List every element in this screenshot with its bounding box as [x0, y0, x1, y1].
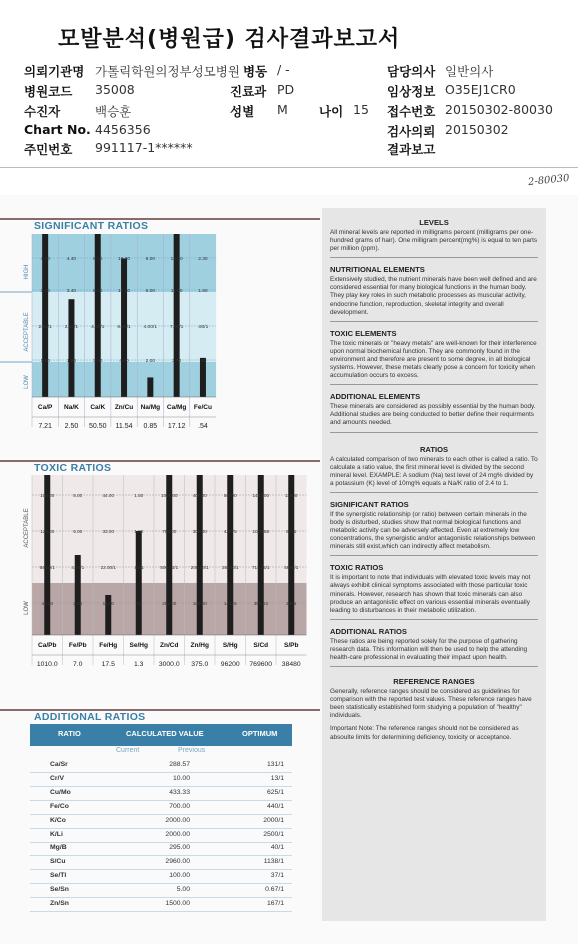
resident-label: 주민번호	[24, 142, 73, 157]
category-label: S/Pb	[284, 642, 299, 649]
additional-elements-text: These minerals are considered as possibly essential by the human body. Additional studies are being conducted to better define their requirments and amounts needed.	[330, 403, 536, 427]
category-label: Se/Hg	[129, 642, 148, 649]
scale-label: 2845	[286, 601, 297, 606]
scale-label: 8.00	[73, 493, 83, 498]
ratio-cell: Mg/B	[50, 844, 67, 852]
value-label: 0.85	[143, 423, 158, 430]
scale-label: 6.00	[73, 529, 83, 534]
receipt-value: 20150302-80030	[445, 102, 553, 117]
age-label: 나이	[319, 104, 344, 119]
category-label: S/Hg	[222, 642, 238, 649]
scale-label: 11500	[285, 493, 298, 498]
levels-text: All mineral levels are reported in milligrams percent (milligrams per one-hundred grams of hair). One milligram percent(mg%) is equal to ten parts per million (ppm).	[330, 229, 538, 253]
scale-label: 100.00	[40, 493, 55, 498]
notes-divider	[330, 321, 538, 322]
row-rule	[30, 828, 292, 829]
ratio-cell: Se/Tl	[50, 872, 67, 880]
scale-label: 1.20	[134, 529, 144, 534]
age-value: 15	[353, 102, 369, 117]
scale-label: 1.50	[134, 493, 144, 498]
significant-ratios-chart	[0, 232, 320, 437]
nutritional-text: Extensively studied, the nutrient minerals have been well defined and are considered essential for many biological functions in the human body. They play key roles in such metabolic processes as muscular activity, endocrine function, reproduction, skeletal integrity and overall development.	[330, 276, 537, 316]
bar	[227, 475, 233, 635]
scale-label: 44.00	[102, 493, 114, 498]
scale-label: 33.00	[102, 529, 114, 534]
additional-table-header	[30, 724, 292, 746]
current-value-cell: 1500.00	[165, 900, 190, 907]
request-label: 검사의뢰	[387, 124, 436, 139]
current-value-cell: 433.33	[169, 788, 190, 796]
scale-label: 1.60	[198, 289, 208, 294]
scale-label: 4.00	[40, 257, 50, 262]
toxic-ratios-chart	[0, 473, 320, 685]
report-title: 모발분석(병원급) 검사결과보고서	[58, 27, 401, 52]
ratio-cell: Cu/Mo	[50, 788, 71, 796]
dept-value: PD	[277, 82, 295, 97]
current-value-cell: 288.57	[169, 761, 190, 768]
table-row	[30, 900, 292, 913]
scale-label: 100.00	[192, 601, 207, 606]
scale-label: 1.80	[66, 359, 77, 364]
scale-label: 4.00/1	[143, 325, 158, 330]
value-label: 2.50	[64, 423, 79, 430]
category-label: Fe/Hg	[99, 642, 118, 649]
toxic-ratios-heading: TOXIC RATIOS	[330, 563, 384, 573]
additional-rule	[0, 709, 320, 711]
clinical-label: 임상정보	[387, 84, 436, 99]
value-label: .54	[198, 423, 208, 430]
value-label: 17.12	[167, 423, 186, 430]
row-rule	[30, 869, 292, 870]
scale-label: 3.00	[40, 289, 50, 294]
scale-label: 1000.00	[160, 493, 178, 498]
notes-divider	[330, 432, 538, 433]
value-label: 11.54	[115, 423, 133, 430]
ratio-cell: Fe/Co	[50, 802, 69, 810]
table-row	[30, 886, 292, 899]
ratios-text: A calculated comparison of two minerals to each other is called a ratio. To calculate a ratio value, the first mineral level is divided by the second mineral level. EXAMPLE: A sodium (Na) test level of 24 mg% divided by a potassium (K) level of 10mg% equals a Na/K ratio of 2.4 to 1.	[330, 455, 538, 487]
category-label: Fe/Pb	[68, 642, 87, 649]
scale-label: 5690/1	[284, 565, 299, 570]
ratio-cell: Cr/V	[50, 774, 64, 782]
category-label: Ca/P	[37, 404, 53, 411]
category-label: Zn/Cd	[160, 642, 179, 649]
row-rule	[30, 786, 292, 787]
col-optimum-label: OPTIMUM	[242, 729, 278, 738]
category-label: S/Cd	[253, 642, 269, 649]
hospital-code-label: 병원코드	[24, 84, 73, 99]
bar	[288, 475, 294, 635]
toxic-rule	[0, 460, 320, 462]
col-ratio-label: RATIO	[58, 729, 81, 738]
table-row	[30, 761, 292, 774]
additional-ratios-heading: ADDITIONAL RATIOS	[330, 626, 407, 636]
scale-label: 50000	[223, 493, 237, 498]
axis-label: ACCEPTABLE	[24, 312, 30, 352]
institution-value: 가톨릭학원의정부성모병원	[95, 64, 240, 79]
scale-label: 6.00	[145, 289, 156, 294]
significant-ratios-text: If the synergistic relationship (or ratio) between certain minerals in the body is disturbed, studies show that normal biological functions and metabolic activity can be adversely affected. Even at extremely low concentrations, the synergistic and/or antagonistic relationships between minerals still exist,which can indirectly affect metabolism.	[330, 510, 536, 551]
category-label: Ca/Pb	[38, 642, 57, 649]
important-note-text: Important Note: The reference ranges should not be considered as absoulte limits for determining deficiency, toxicity or acceptance.	[330, 725, 519, 741]
category-label: Zn/Cu	[114, 404, 134, 411]
scale-label: .40	[135, 601, 142, 606]
notes-divider	[330, 555, 538, 556]
scale-label: 1.80	[40, 359, 50, 364]
bar	[166, 475, 172, 635]
notes-divider	[330, 384, 538, 385]
ratio-cell: Zn/Sn	[50, 900, 69, 907]
chart-no-label: Chart No.	[24, 122, 91, 137]
scale-label: .80/1	[133, 565, 144, 570]
toxic-elements-heading: TOXIC ELEMENTS	[330, 328, 397, 338]
ratio-cell: K/Li	[50, 830, 63, 838]
scale-label: 300.00	[192, 529, 207, 534]
notes-divider	[330, 619, 538, 620]
bar	[258, 475, 264, 635]
notes-divider	[330, 257, 538, 258]
value-label: 1.3	[134, 661, 144, 668]
doctor-label: 담당의사	[387, 64, 436, 79]
scale-label: 3.00	[171, 359, 182, 364]
col-calc-label: CALCULATED VALUE	[126, 729, 204, 738]
significant-title: SIGNIFICANT RATIOS	[34, 220, 149, 232]
optimum-cell: 2500/1	[263, 830, 284, 838]
ratios-heading: RATIOS	[419, 444, 449, 454]
current-value-cell: 2000.00	[165, 830, 190, 838]
significant-ratios-heading: SIGNIFICANT RATIOS	[330, 499, 409, 509]
scale-label: 11.00	[170, 289, 183, 294]
table-row	[30, 844, 292, 857]
current-value-cell: 2000.00	[165, 816, 190, 824]
table-row	[30, 831, 292, 844]
additional-title: ADDITIONAL RATIOS	[34, 711, 146, 723]
category-label: Na/Mg	[140, 404, 161, 411]
scale-label: 750.00	[162, 529, 177, 534]
table-row	[30, 775, 292, 788]
scale-label: 711.25/1	[251, 565, 270, 570]
scale-label: 84.00/1	[39, 565, 55, 570]
additional-ratios-text: These ratios are being reported solely for the purpose of gathering research data. This information will then be used to help the attending health-care professional in evaluating their impact upon health.	[330, 637, 528, 661]
notes-column	[322, 208, 546, 921]
scale-label: 16.00	[118, 257, 131, 262]
axis-label: HIGH	[24, 264, 30, 280]
bar	[44, 475, 50, 635]
axis-label: ACCEPTABLE	[24, 508, 30, 548]
clinical-value: O35EJ1CR0	[445, 82, 516, 97]
table-row	[30, 817, 292, 830]
scale-label: 2.30	[198, 257, 208, 262]
row-rule	[30, 855, 292, 856]
reference-ranges-text: Generally, reference ranges should be considered as guidelines for comparison with the reported test values. These reference ranges have been statistically established form studying a population of "healthy" individuals.	[330, 688, 532, 720]
dept-label: 진료과	[230, 84, 267, 99]
result-label: 결과보고	[387, 142, 436, 157]
scale-label: 250.00	[162, 601, 177, 606]
ratio-cell: Se/Sn	[50, 886, 69, 894]
table-row	[30, 858, 292, 871]
chart-no-value: 4456356	[95, 122, 151, 137]
header-divider	[0, 167, 578, 168]
value-label: 7.0	[73, 661, 83, 668]
value-label: 375.0	[191, 661, 209, 668]
bar	[147, 377, 153, 397]
resident-value: 991117-1******	[95, 140, 193, 155]
bar	[68, 299, 74, 397]
value-label: 7.21	[38, 423, 52, 430]
table-row	[30, 789, 292, 802]
sub-previous-label: Previous	[178, 747, 206, 754]
ward-label: 병동	[243, 64, 268, 79]
optimum-cell: 2000/1	[263, 816, 284, 824]
scale-label: 14225	[223, 601, 237, 606]
bar	[197, 475, 203, 635]
scale-label: 1066.88	[252, 529, 270, 534]
notes-divider	[330, 666, 538, 667]
optimum-cell: 131/1	[266, 761, 284, 768]
category-label: Na/K	[64, 404, 79, 411]
scale-label: 2.40/1	[64, 325, 79, 330]
optimum-cell: 0.67/1	[265, 886, 284, 894]
scale-label: 16.00	[170, 257, 183, 262]
category-label: Fe/Cu	[193, 404, 212, 411]
row-rule	[30, 897, 292, 898]
scale-label: 12.00	[118, 289, 131, 294]
row-rule	[30, 883, 292, 884]
scale-label: 2.20	[73, 601, 83, 606]
axis-label: LOW	[24, 375, 30, 389]
ratio-cell: S/Cu	[50, 858, 66, 866]
scale-label: .50/1	[197, 325, 209, 330]
value-label: 38480	[281, 661, 301, 668]
scale-label: 500.00/1	[160, 565, 179, 570]
axis-label: LOW	[24, 601, 30, 615]
optimum-cell: 440/1	[266, 802, 284, 810]
scale-label: 8.00/1	[117, 325, 131, 330]
current-value-cell: 5.00	[176, 886, 190, 894]
hospital-code-value: 35008	[95, 82, 135, 97]
scale-label: 1422.00	[252, 493, 270, 498]
scale-label: 8535	[286, 529, 297, 534]
scale-label: 22.00/1	[100, 565, 116, 570]
optimum-cell: 167/1	[266, 900, 284, 907]
scale-label: 42.00	[41, 601, 53, 606]
toxic-ratios-text: It is important to note that individuals with elevated toxic levels may not always exhibit clinical symptoms associated with those particular toxic minerals. However, research has shown that toxic minerals can also produce an antagonistic effect on various essential minerals eventually leading to disturbances in their metabolic utilization.	[330, 574, 531, 614]
toxic-elements-text: The toxic minerals or "heavy metals" are well-known for their interference upon normal biochemical function. They are commonly found in the environment and therefore are present to some degree, in all biological systems. However, these metals clearly pose a concern for toxicity when accumulation occurs to excess.	[330, 339, 537, 380]
row-rule	[30, 911, 292, 912]
patient-label: 수진자	[24, 104, 61, 119]
table-row	[30, 803, 292, 816]
additional-elements-heading: ADDITIONAL ELEMENTS	[330, 392, 421, 402]
scale-label: 400.00	[192, 493, 207, 498]
scale-label: 4.50/1	[91, 325, 105, 330]
current-value-cell: 2960.00	[165, 858, 190, 866]
ward-value: / -	[277, 62, 290, 77]
optimum-cell: 1138/1	[263, 858, 284, 866]
request-value: 20150302	[445, 122, 509, 137]
value-label: 3000.0	[158, 661, 180, 668]
patient-value: 백승훈	[95, 104, 132, 119]
value-label: 1010.0	[36, 661, 58, 668]
scale-label: 4.00	[119, 359, 129, 364]
scale-label: 2.50/1	[38, 325, 52, 330]
scale-label: 42675	[223, 529, 237, 534]
row-rule	[30, 814, 292, 815]
optimum-cell: 40/1	[270, 844, 284, 852]
scale-label: 8.00	[145, 257, 156, 262]
table-row	[30, 872, 292, 885]
sub-current-label: Current	[116, 747, 140, 754]
scale-label: 4.40/1	[71, 565, 85, 570]
scale-label: 3.40	[66, 289, 77, 294]
scale-label: 28450/1	[221, 565, 239, 570]
scale-label: 120.00	[40, 529, 55, 534]
significant-rule	[0, 218, 320, 220]
doctor-value: 일반의사	[445, 64, 494, 79]
optimum-cell: 625/1	[266, 788, 284, 796]
scale-label: 11.00	[102, 601, 114, 606]
value-label: 96200	[220, 661, 240, 668]
bar	[136, 531, 142, 635]
scale-label: 355.63	[253, 601, 268, 606]
scale-label: 4.40	[66, 257, 77, 262]
reference-ranges-heading: REFERENCE RANGES	[393, 677, 475, 687]
ratio-cell: K/Co	[50, 816, 66, 824]
current-value-cell: 100.00	[169, 872, 190, 880]
scale-label: 200.00/1	[190, 565, 209, 570]
value-label: 50.50	[88, 423, 107, 430]
scale-label: 3.00	[93, 359, 103, 364]
row-rule	[30, 772, 292, 773]
scale-label: 6.00	[93, 289, 103, 294]
scale-label: 7.00/1	[169, 325, 184, 330]
row-rule	[30, 800, 292, 801]
handwritten-note: 2-80030	[527, 172, 571, 189]
scale-label: 8.00	[93, 257, 103, 262]
levels-heading: LEVELS	[419, 218, 449, 227]
institution-label: 의뢰기관명	[24, 64, 85, 79]
category-label: Zn/Hg	[190, 642, 209, 649]
scale-label: .90	[199, 359, 207, 364]
sex-label: 성별	[230, 104, 255, 119]
nutritional-heading: NUTRITIONAL ELEMENTS	[330, 265, 425, 275]
value-label: 17.5	[101, 661, 115, 668]
category-label: Ca/Mg	[166, 404, 187, 411]
category-label: Ca/K	[90, 404, 106, 411]
toxic-title: TOXIC RATIOS	[34, 462, 112, 474]
row-rule	[30, 842, 292, 843]
current-value-cell: 10.00	[172, 774, 190, 782]
current-value-cell: 295.00	[169, 844, 190, 852]
current-value-cell: 700.00	[169, 802, 190, 810]
notes-divider	[330, 492, 538, 493]
optimum-cell: 37/1	[270, 872, 284, 880]
scale-label: 2.00	[145, 359, 156, 364]
value-label: 769600	[249, 661, 273, 668]
receipt-label: 접수번호	[387, 104, 436, 119]
ratio-cell: Ca/Sr	[50, 761, 68, 768]
sex-value: M	[277, 102, 288, 117]
optimum-cell: 13/1	[270, 774, 284, 782]
